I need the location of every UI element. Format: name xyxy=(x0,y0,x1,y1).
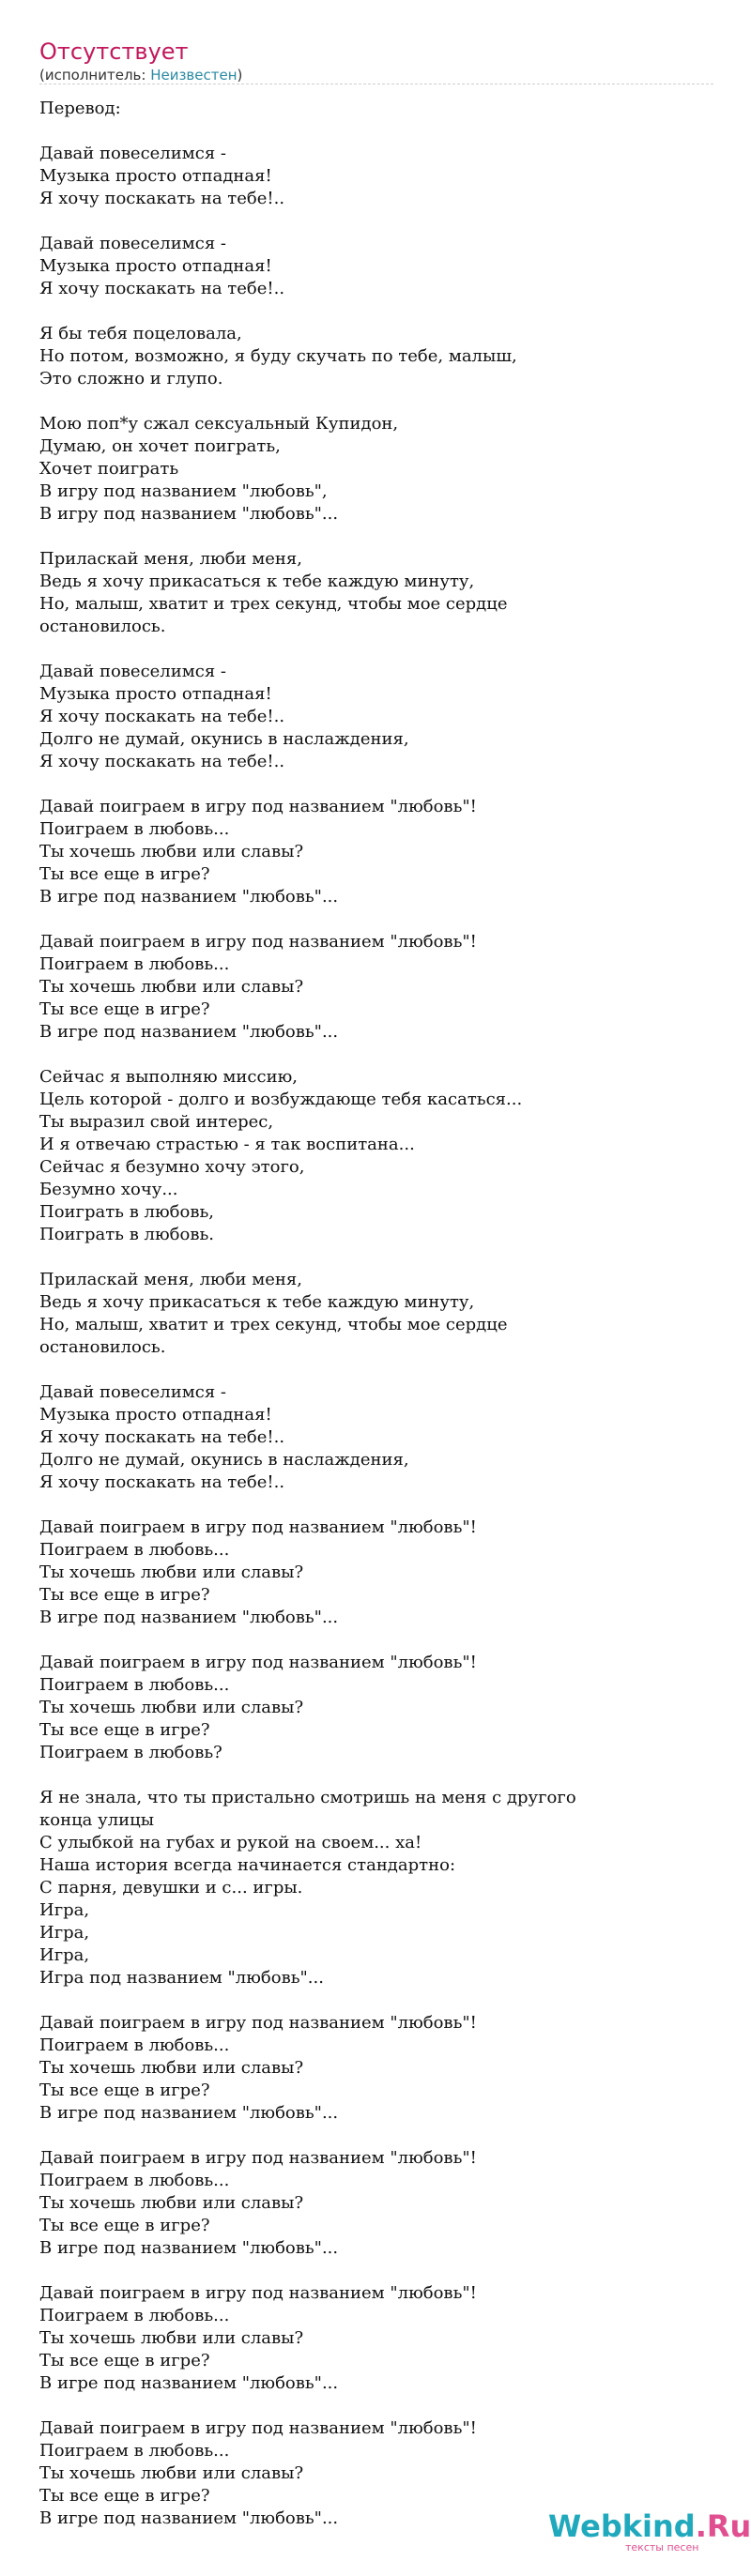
lyric-line: И я отвечаю страстью - я так воспитана... xyxy=(39,1135,415,1154)
blank-line xyxy=(39,1494,715,1517)
lyric-line: Музыка просто отпадная! xyxy=(39,256,272,276)
blank-line xyxy=(39,1629,715,1652)
blank-line xyxy=(39,120,715,143)
blank-line xyxy=(39,1246,715,1269)
lyric-line: Но, малыш, хватит и трех секунд, чтобы мое сердце xyxy=(39,594,508,614)
byline-suffix: ) xyxy=(237,67,243,84)
lyric-line: Ты хочешь любви или славы? xyxy=(39,2193,304,2213)
lyric-line: Давай поиграем в игру под названием "любовь"! xyxy=(39,2283,477,2303)
lyric-line: В игре под названием "любовь"... xyxy=(39,2103,339,2123)
lyric-line: Ты выразил свой интерес, xyxy=(39,1112,274,1132)
lyric-line: Перевод: xyxy=(39,99,121,118)
lyric-line: Ты все еще в игре? xyxy=(39,2081,210,2100)
lyric-line: Поиграем в любовь... xyxy=(39,1675,230,1695)
lyric-line: Ты хочешь любви или славы? xyxy=(39,2328,304,2348)
lyric-line: Но, малыш, хватит и трех секунд, чтобы мое сердце xyxy=(39,1315,508,1334)
logo-name-part2: .Ru xyxy=(695,2508,751,2544)
lyric-line: Поиграем в любовь... xyxy=(39,2306,230,2325)
lyric-line: Хочет поиграть xyxy=(39,459,179,479)
lyric-line: В игре под названием "любовь"... xyxy=(39,1608,339,1627)
lyric-line: Давай поиграем в игру под названием "любовь"! xyxy=(39,797,477,816)
lyric-line: Наша история всегда начинается стандартно: xyxy=(39,1855,456,1875)
lyric-line: Давай поиграем в игру под названием "любовь"! xyxy=(39,932,477,952)
lyric-line: Но потом, возможно, я буду скучать по тебе, малыш, xyxy=(39,346,517,366)
lyric-line: Ты все еще в игре? xyxy=(39,1720,210,1740)
lyric-line: Безумно хочу... xyxy=(39,1180,178,1199)
lyric-line: Игра, xyxy=(39,1900,90,1920)
artist-byline xyxy=(39,66,242,84)
lyric-line: Ты хочешь любви или славы? xyxy=(39,977,304,997)
song-title: Отсутствует xyxy=(39,38,189,65)
blank-line xyxy=(39,2395,715,2417)
logo-wordmark xyxy=(548,2507,751,2545)
lyric-line: Давай повеселимся - xyxy=(39,234,226,253)
lyric-line: С парня, девушки и с... игры. xyxy=(39,1878,303,1898)
blank-line xyxy=(39,2125,715,2147)
lyric-line: Сейчас я безумно хочу этого, xyxy=(39,1157,305,1177)
lyric-line: Я хочу поскакать на тебе!.. xyxy=(39,1427,285,1447)
lyric-line: Поиграем в любовь? xyxy=(39,1743,222,1762)
lyric-line: Долго не думай, окунись в наслаждения, xyxy=(39,1450,409,1470)
lyric-line: Я хочу поскакать на тебе!.. xyxy=(39,279,285,298)
lyric-line: Игра, xyxy=(39,1923,90,1943)
logo-name-part1: Webkind xyxy=(548,2508,696,2544)
lyric-line: Давай поиграем в игру под названием "любовь"! xyxy=(39,2418,477,2438)
lyric-line: Сейчас я выполняю миссию, xyxy=(39,1067,298,1087)
lyric-line: Я бы тебя поцеловала, xyxy=(39,324,242,343)
lyric-line: Игра, xyxy=(39,1945,90,1965)
blank-line xyxy=(39,390,715,413)
lyric-line: В игре под названием "любовь"... xyxy=(39,1022,339,1042)
lyric-line: Давай поиграем в игру под названием "любовь"! xyxy=(39,1517,477,1537)
lyric-line: Ты хочешь любви или славы? xyxy=(39,2058,304,2078)
lyric-line: остановилось. xyxy=(39,617,166,636)
lyric-line: Я хочу поскакать на тебе!.. xyxy=(39,707,285,726)
lyric-line: Поиграть в любовь. xyxy=(39,1225,214,1244)
lyric-line: конца улицы xyxy=(39,1810,155,1830)
lyric-line: Давай поиграем в игру под названием "любовь"! xyxy=(39,2013,477,2033)
lyric-line: Поиграем в любовь... xyxy=(39,819,230,839)
lyric-line: Поиграем в любовь... xyxy=(39,1540,230,1560)
lyric-line: Ведь я хочу прикасаться к тебе каждую минуту, xyxy=(39,572,475,591)
lyric-line: В игру под названием "любовь", xyxy=(39,481,328,501)
blank-line xyxy=(39,773,715,796)
lyric-line: С улыбкой на губах и рукой на своем... ха! xyxy=(39,1833,422,1852)
lyric-line: Ты хочешь любви или славы? xyxy=(39,1562,304,1582)
lyric-line: Приласкай меня, люби меня, xyxy=(39,1270,303,1289)
lyric-line: Давай повеселимся - xyxy=(39,662,226,681)
blank-line xyxy=(39,1989,715,2012)
logo-tagline: тексты песен xyxy=(625,2541,699,2553)
lyric-line: В игре под названием "любовь"... xyxy=(39,2508,339,2528)
lyric-line: Давай повеселимся - xyxy=(39,1382,226,1402)
lyric-line: Музыка просто отпадная! xyxy=(39,684,272,704)
lyric-line: Поиграть в любовь, xyxy=(39,1202,214,1222)
lyric-line: Это сложно и глупо. xyxy=(39,369,223,389)
blank-line xyxy=(39,1044,715,1066)
lyric-line: Ты все еще в игре? xyxy=(39,864,210,884)
lyric-line: Давай повеселимся - xyxy=(39,144,226,163)
lyric-line: В игре под названием "любовь"... xyxy=(39,2373,339,2393)
lyric-line: Ты все еще в игре? xyxy=(39,1585,210,1605)
lyric-line: Поиграем в любовь... xyxy=(39,954,230,974)
lyric-line: Я хочу поскакать на тебе!.. xyxy=(39,1472,285,1492)
lyric-line: В игре под названием "любовь"... xyxy=(39,2238,339,2258)
blank-line xyxy=(39,1359,715,1381)
lyric-line: Поиграем в любовь... xyxy=(39,2035,230,2055)
blank-line xyxy=(39,300,715,323)
lyric-line: Долго не думай, окунись в наслаждения, xyxy=(39,729,409,749)
blank-line xyxy=(39,1764,715,1787)
lyric-line: Поиграем в любовь... xyxy=(39,2441,230,2461)
lyric-line: Музыка просто отпадная! xyxy=(39,166,272,186)
site-logo[interactable] xyxy=(548,2507,751,2556)
lyric-line: Я хочу поскакать на тебе!.. xyxy=(39,189,285,208)
lyric-line: В игру под названием "любовь"... xyxy=(39,504,339,524)
lyric-line: Давай поиграем в игру под названием "любовь"! xyxy=(39,1653,477,1672)
blank-line xyxy=(39,2260,715,2282)
lyric-line: Ты хочешь любви или славы? xyxy=(39,842,304,861)
lyric-line: Музыка просто отпадная! xyxy=(39,1405,272,1425)
lyric-line: остановилось. xyxy=(39,1337,166,1357)
lyric-line: Ты все еще в игре? xyxy=(39,2351,210,2370)
artist-link[interactable]: Неизвестен xyxy=(150,67,238,84)
lyric-line: Я хочу поскакать на тебе!.. xyxy=(39,752,285,771)
lyrics-text xyxy=(39,98,715,2530)
lyric-line: Ты хочешь любви или славы? xyxy=(39,2463,304,2483)
lyric-line: Ведь я хочу прикасаться к тебе каждую минуту, xyxy=(39,1292,475,1312)
lyric-line: Ты все еще в игре? xyxy=(39,999,210,1019)
lyric-line: Приласкай меня, люби меня, xyxy=(39,549,303,569)
lyric-line: Ты все еще в игре? xyxy=(39,2486,210,2506)
lyric-line: Игра под названием "любовь"... xyxy=(39,1968,324,1988)
blank-line xyxy=(39,526,715,548)
lyric-line: Я не знала, что ты пристально смотришь на меня с другого xyxy=(39,1788,576,1807)
lyric-line: В игре под названием "любовь"... xyxy=(39,887,339,907)
blank-line xyxy=(39,210,715,233)
blank-line xyxy=(39,908,715,931)
lyric-line: Ты хочешь любви или славы? xyxy=(39,1698,304,1717)
lyric-line: Мою поп*у сжал сексуальный Купидон, xyxy=(39,414,399,434)
lyric-line: Давай поиграем в игру под названием "любовь"! xyxy=(39,2148,477,2168)
lyric-line: Ты все еще в игре? xyxy=(39,2216,210,2235)
lyric-line: Думаю, он хочет поиграть, xyxy=(39,436,281,456)
lyric-line: Поиграем в любовь... xyxy=(39,2171,230,2190)
blank-line xyxy=(39,638,715,661)
lyric-line: Цель которой - долго и возбуждающе тебя касаться... xyxy=(39,1090,523,1109)
byline-prefix: (исполнитель: xyxy=(39,67,151,84)
